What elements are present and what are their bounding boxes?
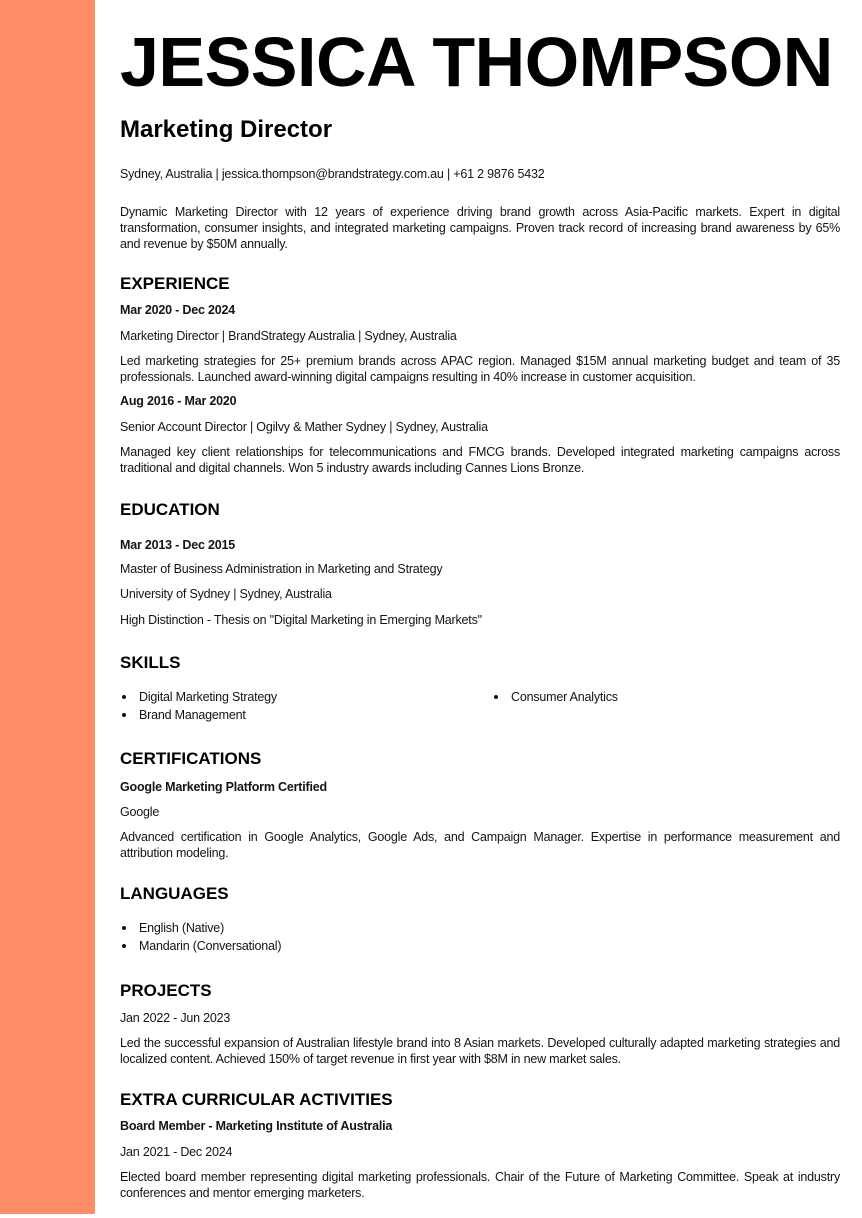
skill-item — [120, 688, 492, 706]
bullet-icon — [122, 713, 126, 717]
skill-label: Digital Marketing Strategy — [139, 690, 277, 704]
job-title: Marketing Director — [120, 116, 333, 143]
language-item — [120, 919, 840, 937]
project-description: Led the successful expansion of Australian lifestyle brand into 8 Asian markets. Developed culturally adapted marketing strategies and localized content. Achieved 150% of target revenue in first year with $8M in new market sales. — [120, 1036, 840, 1066]
experience-entry-role: Marketing Director | BrandStrategy Australia | Sydney, Australia — [120, 329, 457, 343]
bullet-icon — [122, 926, 126, 930]
experience-entry-description: Managed key client relationships for telecommunications and FMCG brands. Developed integrated marketing campaigns across traditional and digital channels. Won 5 industry awards including Cannes Lions Bronze. — [120, 445, 840, 475]
education-honors: High Distinction - Thesis on "Digital Marketing in Emerging Markets" — [120, 613, 482, 627]
contact-line: Sydney, Australia | jessica.thompson@brandstrategy.com.au | +61 2 9876 5432 — [120, 167, 545, 181]
section-heading-languages: LANGUAGES — [120, 884, 229, 903]
extracurricular-description: Elected board member representing digital marketing professionals. Chair of the Future of Marketing Committee. Speak at industry conferences and mentor emerging marketers. — [120, 1170, 840, 1200]
bullet-icon — [122, 944, 126, 948]
experience-entry-role: Senior Account Director | Ogilvy & Mather Sydney | Sydney, Australia — [120, 420, 488, 434]
skills-column-2 — [492, 688, 840, 724]
extracurricular-title: Board Member - Marketing Institute of Australia — [120, 1119, 393, 1133]
skill-label: Consumer Analytics — [511, 690, 618, 704]
language-label: Mandarin (Conversational) — [139, 939, 282, 953]
person-name: JESSICA THOMPSON — [120, 23, 833, 101]
languages-list — [120, 919, 840, 955]
experience-entry-dates: Aug 2016 - Mar 2020 — [120, 394, 237, 408]
language-item — [120, 937, 840, 955]
certification-name: Google Marketing Platform Certified — [120, 780, 327, 794]
section-heading-skills: SKILLS — [120, 653, 181, 672]
certification-issuer: Google — [120, 805, 160, 819]
section-heading-education: EDUCATION — [120, 500, 220, 519]
skill-label: Brand Management — [139, 708, 246, 722]
section-heading-certifications: CERTIFICATIONS — [120, 749, 262, 768]
section-heading-projects: PROJECTS — [120, 981, 212, 1000]
extracurricular-dates: Jan 2021 - Dec 2024 — [120, 1145, 233, 1159]
education-dates: Mar 2013 - Dec 2015 — [120, 538, 236, 552]
bullet-icon — [122, 695, 126, 699]
education-school: University of Sydney | Sydney, Australia — [120, 587, 332, 601]
language-label: English (Native) — [139, 921, 225, 935]
section-heading-extracurricular: EXTRA CURRICULAR ACTIVITIES — [120, 1090, 393, 1109]
project-dates: Jan 2022 - Jun 2023 — [120, 1011, 231, 1025]
resume-content — [120, 0, 840, 1201]
skills-column-1 — [120, 688, 492, 724]
skills-columns — [120, 688, 840, 724]
education-degree: Master of Business Administration in Marketing and Strategy — [120, 562, 443, 576]
certification-description: Advanced certification in Google Analytics, Google Ads, and Campaign Manager. Expertise in performance measurement and attribution modeling. — [120, 830, 840, 860]
section-heading-experience: EXPERIENCE — [120, 274, 230, 293]
accent-sidebar — [0, 0, 95, 1214]
experience-entry-dates: Mar 2020 - Dec 2024 — [120, 303, 236, 317]
skill-item — [492, 688, 840, 706]
bullet-icon — [494, 695, 498, 699]
experience-entry-description: Led marketing strategies for 25+ premium brands across APAC region. Managed $15M annual marketing budget and team of 35 professionals. Launched award-winning digital campaigns resulting in 40% increase in customer acquisition. — [120, 354, 840, 384]
summary-paragraph: Dynamic Marketing Director with 12 years of experience driving brand growth across Asia-Pacific markets. Expert in digital transformation, consumer insights, and integrated marketing campaigns. Proven track record of increasing brand awareness by 65% and revenue by $50M annually. — [120, 205, 840, 251]
skill-item — [120, 706, 492, 724]
